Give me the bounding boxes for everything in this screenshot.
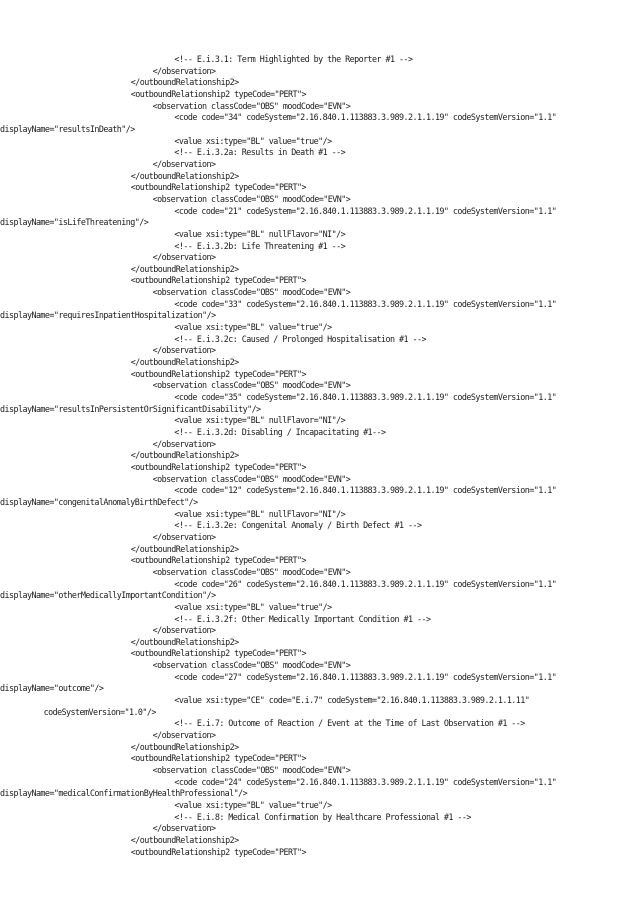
code-line: </observation>: [152, 730, 216, 741]
code-line: <observation classCode="OBS" moodCode="EVN">: [152, 193, 351, 204]
code-line: displayName="medicalConfirmationByHealthProfessional"/>: [0, 788, 248, 799]
code-line: displayName="resultsInPersistentOrSignificantDisability"/>: [0, 403, 261, 414]
code-line: </observation>: [152, 158, 216, 169]
code-line: <observation classCode="OBS" moodCode="EVN">: [152, 566, 351, 577]
code-line: displayName="resultsInDeath"/>: [0, 123, 135, 134]
code-line: <outboundRelationship2 typeCode="PERT">: [130, 846, 306, 857]
code-line: </observation>: [152, 345, 216, 356]
xml-code-listing: [0, 54, 630, 858]
code-line: <observation classCode="OBS" moodCode="EVN">: [152, 660, 351, 671]
code-line: <outboundRelationship2 typeCode="PERT">: [130, 753, 306, 764]
code-line: <code code="34" codeSystem="2.16.840.1.113883.3.989.2.1.1.19" codeSystemVersion="1.1": [174, 112, 557, 123]
code-line: displayName="requiresInpatientHospitalization"/>: [0, 310, 216, 321]
code-line: <observation classCode="OBS" moodCode="EVN">: [152, 473, 351, 484]
code-line: <value xsi:type="BL" value="true"/>: [174, 322, 332, 333]
code-line: <code code="33" codeSystem="2.16.840.1.113883.3.989.2.1.1.19" codeSystemVersion="1.1": [174, 298, 557, 309]
code-line: displayName="congenitalAnomalyBirthDefect"/>: [0, 496, 198, 507]
code-line: </outboundRelationship2>: [130, 263, 239, 274]
code-line: <outboundRelationship2 typeCode="PERT">: [130, 182, 306, 193]
code-line: <observation classCode="OBS" moodCode="EVN">: [152, 287, 351, 298]
code-line: </observation>: [152, 823, 216, 834]
code-line: </outboundRelationship2>: [130, 77, 239, 88]
code-line: <value xsi:type="BL" nullFlavor="NI"/>: [174, 415, 346, 426]
code-line: </outboundRelationship2>: [130, 741, 239, 752]
code-line: <code code="35" codeSystem="2.16.840.1.113883.3.989.2.1.1.19" codeSystemVersion="1.1": [174, 392, 557, 403]
code-line: <value xsi:type="BL" value="true"/>: [174, 601, 332, 612]
code-line: <!-- E.i.3.2f: Other Medically Important Condition #1 -->: [174, 613, 431, 624]
code-line: <code code="27" codeSystem="2.16.840.1.113883.3.989.2.1.1.19" codeSystemVersion="1.1": [174, 671, 557, 682]
code-line: <!-- E.i.3.2c: Caused / Prolonged Hospitalisation #1 -->: [174, 333, 426, 344]
code-line: <observation classCode="OBS" moodCode="EVN">: [152, 100, 351, 111]
code-line: displayName="otherMedicallyImportantCondition"/>: [0, 590, 216, 601]
code-line: </observation>: [152, 252, 216, 263]
code-line: codeSystemVersion="1.0"/>: [43, 706, 156, 717]
code-line: <value xsi:type="BL" nullFlavor="NI"/>: [174, 228, 346, 239]
code-line: <outboundRelationship2 typeCode="PERT">: [130, 648, 306, 659]
code-line: <observation classCode="OBS" moodCode="EVN">: [152, 765, 351, 776]
code-line: <!-- E.i.3.2d: Disabling / Incapacitating #1-->: [174, 427, 386, 437]
code-line: <!-- E.i.8: Medical Confirmation by Healthcare Professional #1 -->: [174, 811, 471, 822]
code-line: <value xsi:type="BL" value="true"/>: [174, 135, 332, 146]
code-line: </observation>: [152, 438, 216, 449]
code-line: </observation>: [152, 625, 216, 636]
code-line: <outboundRelationship2 typeCode="PERT">: [130, 368, 306, 379]
code-line: <!-- E.i.3.2a: Results in Death #1 -->: [174, 147, 346, 158]
code-line: </observation>: [152, 531, 216, 542]
code-line: <value xsi:type="BL" value="true"/>: [174, 800, 332, 810]
code-line: <outboundRelationship2 typeCode="PERT">: [130, 88, 306, 99]
code-line: <!-- E.i.3.2b: Life Threatening #1 -->: [174, 240, 346, 251]
code-line: <code code="12" codeSystem="2.16.840.1.113883.3.989.2.1.1.19" codeSystemVersion="1.1": [174, 485, 557, 496]
code-line: <outboundRelationship2 typeCode="PERT">: [130, 555, 306, 566]
code-line: displayName="outcome"/>: [0, 683, 104, 694]
code-line: </outboundRelationship2>: [130, 834, 239, 845]
code-line: </outboundRelationship2>: [130, 170, 239, 181]
code-line: </outboundRelationship2>: [130, 636, 239, 647]
code-line: <!-- E.i.7: Outcome of Reaction / Event at the Time of Last Observation #1 -->: [174, 718, 525, 729]
code-line: <code code="24" codeSystem="2.16.840.1.113883.3.989.2.1.1.19" codeSystemVersion="1.1": [174, 776, 557, 787]
code-line: </outboundRelationship2>: [130, 357, 239, 368]
code-line: <code code="26" codeSystem="2.16.840.1.113883.3.989.2.1.1.19" codeSystemVersion="1.1": [174, 578, 557, 589]
code-line: <code code="21" codeSystem="2.16.840.1.113883.3.989.2.1.1.19" codeSystemVersion="1.1": [174, 205, 557, 216]
code-line: <outboundRelationship2 typeCode="PERT">: [130, 461, 306, 472]
code-line: <value xsi:type="BL" nullFlavor="NI"/>: [174, 508, 346, 519]
code-line: <!-- E.i.3.2e: Congenital Anomaly / Birth Defect #1 -->: [174, 520, 422, 531]
code-line: <!-- E.i.3.1: Term Highlighted by the Reporter #1 -->: [174, 54, 413, 64]
code-line: <value xsi:type="CE" code="E.i.7" codeSystem="2.16.840.1.113883.3.989.2.1.1.11": [174, 695, 530, 706]
code-line: displayName="isLifeThreatening"/>: [0, 217, 149, 228]
code-line: <outboundRelationship2 typeCode="PERT">: [130, 275, 306, 286]
code-line: <observation classCode="OBS" moodCode="EVN">: [152, 380, 351, 391]
code-line: </outboundRelationship2>: [130, 450, 239, 461]
code-line: </observation>: [152, 65, 216, 76]
code-line: </outboundRelationship2>: [130, 543, 239, 554]
